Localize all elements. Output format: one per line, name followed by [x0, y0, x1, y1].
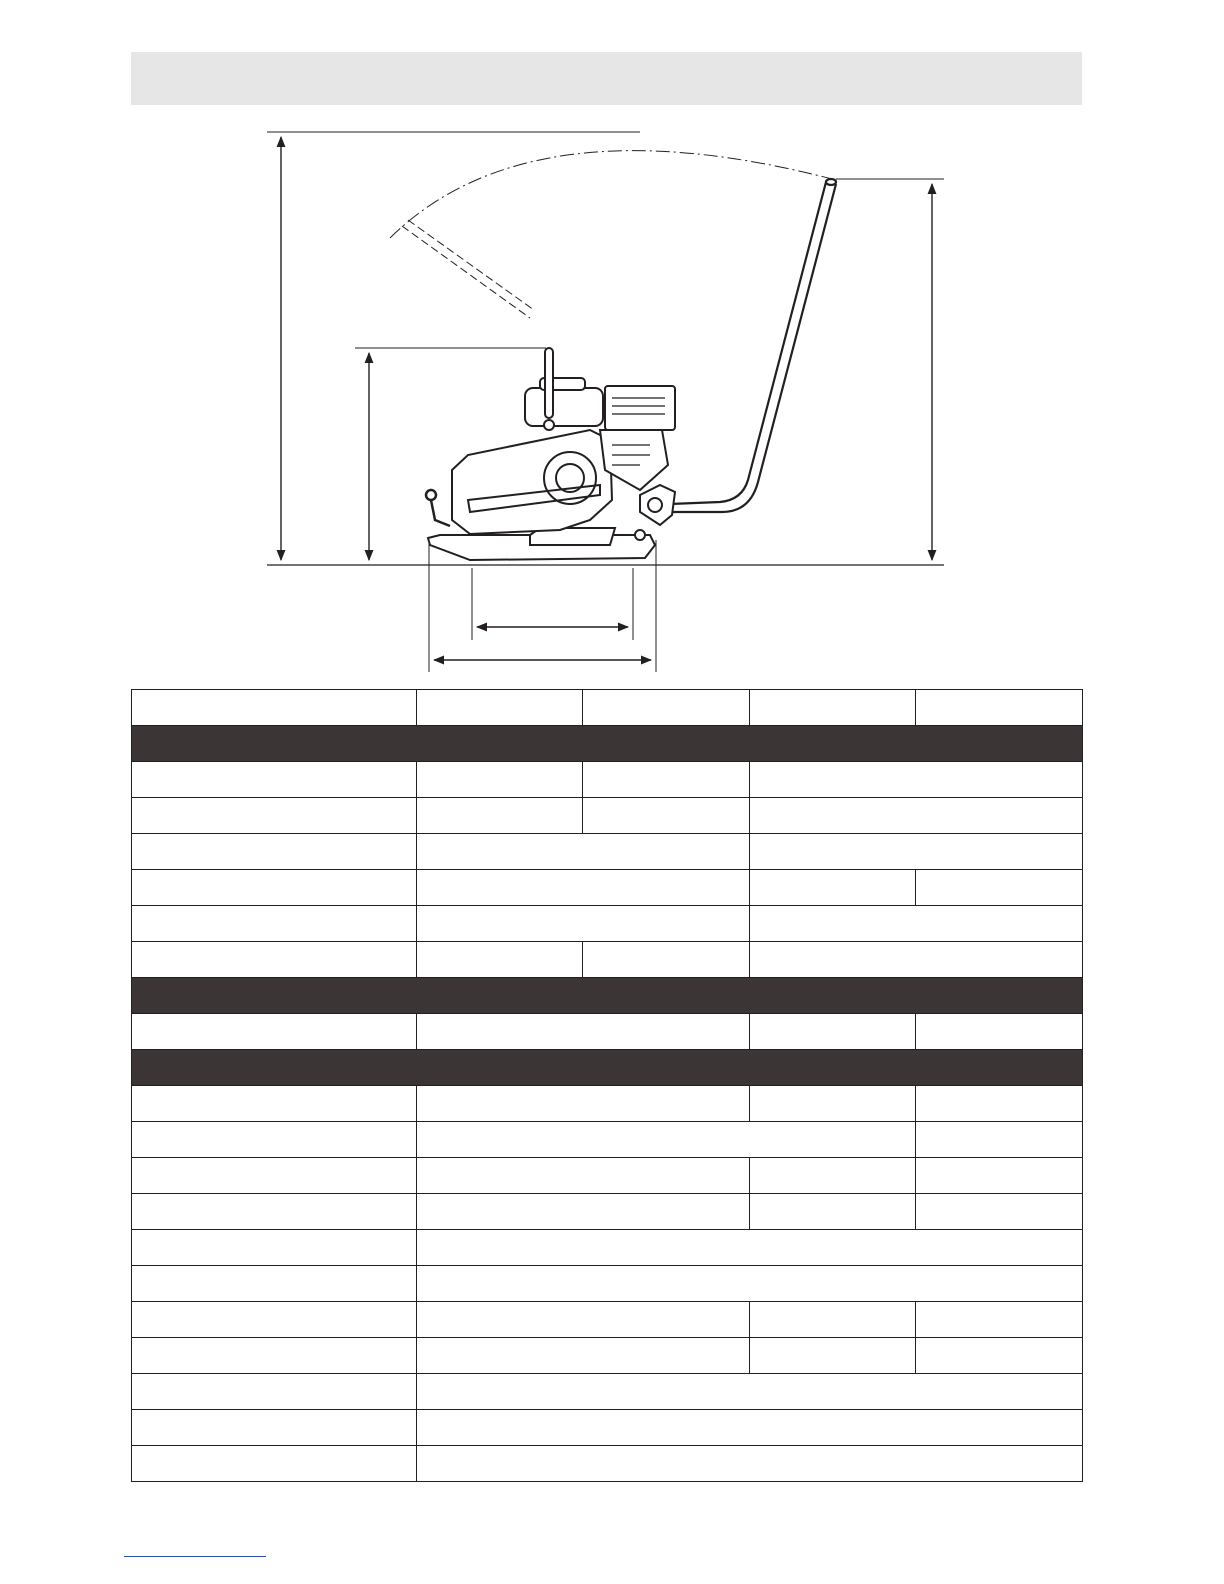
value-cell: [916, 1302, 1083, 1338]
value-cell: [417, 942, 583, 978]
value-cell: [417, 1338, 750, 1374]
section-header-row: [132, 978, 1083, 1014]
value-cell: [417, 1086, 750, 1122]
row-label-cell: [132, 1158, 417, 1194]
table-row: [132, 906, 1083, 942]
operating-handle: [670, 179, 836, 512]
value-cell: [417, 1302, 750, 1338]
table-row: [132, 1446, 1083, 1482]
value-cell: [916, 1158, 1083, 1194]
row-label-cell: [132, 798, 417, 834]
folded-handle-outline: [402, 220, 534, 318]
value-cell: [750, 1338, 916, 1374]
value-cell: [583, 798, 750, 834]
table-row: [132, 1014, 1083, 1050]
value-cell: [750, 1014, 916, 1050]
value-cell: [750, 762, 1083, 798]
table-row: [132, 942, 1083, 978]
row-label-cell: [132, 726, 1083, 762]
value-cell: [417, 870, 750, 906]
value-cell: [750, 834, 1083, 870]
value-cell: [417, 1230, 1083, 1266]
value-cell: [916, 870, 1083, 906]
value-cell: [750, 906, 1083, 942]
row-label-cell: [132, 906, 417, 942]
table-row: [132, 798, 1083, 834]
compactor-diagram: [0, 110, 1224, 690]
row-label-cell: [132, 978, 1083, 1014]
row-label-cell: [132, 870, 417, 906]
table-row: [132, 1158, 1083, 1194]
table-row: [132, 834, 1083, 870]
value-cell: [417, 906, 750, 942]
handle-pivot: [635, 485, 675, 540]
value-cell: [417, 1194, 750, 1230]
value-cell: [750, 798, 1083, 834]
row-label-cell: [132, 1122, 417, 1158]
table-row: [132, 1302, 1083, 1338]
value-cell: [916, 1014, 1083, 1050]
value-cell: [417, 1266, 1083, 1302]
section-header-row: [132, 726, 1083, 762]
plate-contact-dimension: [472, 568, 633, 640]
value-cell: [417, 1410, 1083, 1446]
footnote-rule: [124, 1556, 266, 1557]
value-cell: [417, 1446, 1083, 1482]
value-cell: [417, 690, 583, 726]
title-bar: [131, 52, 1082, 105]
value-cell: [750, 1086, 916, 1122]
row-label-cell: [132, 1446, 417, 1482]
handle-height-dimension: [836, 179, 944, 560]
value-cell: [417, 762, 583, 798]
value-cell: [916, 1338, 1083, 1374]
table-row: [132, 1410, 1083, 1446]
row-label-cell: [132, 834, 417, 870]
value-cell: [417, 1158, 750, 1194]
value-cell: [750, 870, 916, 906]
base-plate: [428, 528, 655, 560]
row-label-cell: [132, 1194, 417, 1230]
value-cell: [750, 1158, 916, 1194]
page-title: [131, 52, 1082, 80]
belt-guard: [452, 430, 612, 534]
row-label-cell: [132, 1014, 417, 1050]
value-cell: [916, 690, 1083, 726]
row-label-cell: [132, 942, 417, 978]
table-row: [132, 762, 1083, 798]
row-label-cell: [132, 1230, 417, 1266]
row-label-cell: [132, 690, 417, 726]
value-cell: [417, 1122, 916, 1158]
section-header-row: [132, 1050, 1083, 1086]
row-label-cell: [132, 1338, 417, 1374]
specification-table: [131, 689, 1083, 1482]
row-label-cell: [132, 1266, 417, 1302]
value-cell: [916, 1122, 1083, 1158]
value-cell: [417, 798, 583, 834]
row-label-cell: [132, 1302, 417, 1338]
value-cell: [583, 762, 750, 798]
row-label-cell: [132, 762, 417, 798]
value-cell: [583, 942, 750, 978]
table-header-row: [132, 690, 1083, 726]
value-cell: [750, 1194, 916, 1230]
value-cell: [750, 1302, 916, 1338]
table-row: [132, 1230, 1083, 1266]
row-label-cell: [132, 1086, 417, 1122]
table-row: [132, 870, 1083, 906]
value-cell: [750, 690, 916, 726]
value-cell: [916, 1086, 1083, 1122]
row-label-cell: [132, 1374, 417, 1410]
value-cell: [916, 1194, 1083, 1230]
table-row: [132, 1086, 1083, 1122]
row-label-cell: [132, 1050, 1083, 1086]
value-cell: [417, 834, 750, 870]
value-cell: [417, 1014, 750, 1050]
table-row: [132, 1338, 1083, 1374]
handle-swing-arc: [390, 151, 836, 238]
row-label-cell: [132, 1410, 417, 1446]
table-row: [132, 1194, 1083, 1230]
front-lift-bar: [426, 490, 450, 526]
value-cell: [750, 942, 1083, 978]
value-cell: [583, 690, 750, 726]
table-row: [132, 1374, 1083, 1410]
table-row: [132, 1122, 1083, 1158]
value-cell: [417, 1374, 1083, 1410]
table-row: [132, 1266, 1083, 1302]
